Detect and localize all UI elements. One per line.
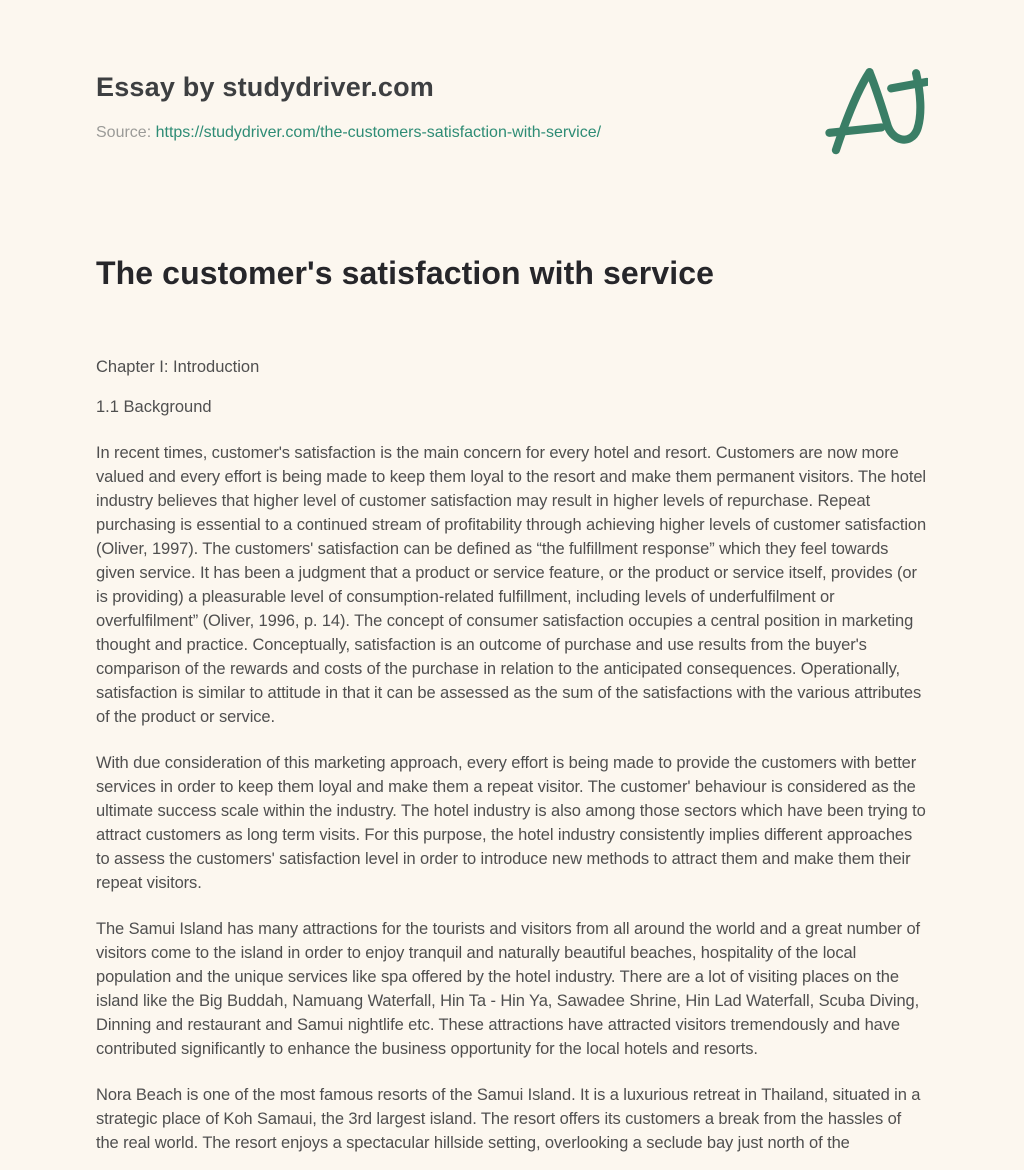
site-title: Essay by studydriver.com: [96, 72, 434, 102]
essay-title: The customer's satisfaction with service: [96, 255, 715, 291]
paragraph-nora-beach: Nora Beach is one of the most famous resorts of the Samui Island. It is a luxurious retreat in Thailand, situated in a strategic place of Koh Samaui, the 3rd largest island. The resort offers its customers a break from the hassles of the real world. The resort enjoys a spectacular hillside setting, overlooking a seclude bay just north of the: [96, 1086, 921, 1152]
a-plus-logo-icon: [824, 60, 928, 158]
source-row: [96, 123, 928, 143]
source-label: Source:: [96, 124, 152, 141]
paragraph-background-1: In recent times, customer's satisfaction is the main concern for every hotel and resort. Customers are now more valued and every effort is being made to keep them loyal to the resort and make them permanent visitors. The hotel industry believes that higher level of customer satisfaction may result in higher levels of repurchase. Repeat purchasing is essential to a continued stream of profitability through achieving higher levels of customer satisfaction (Oliver, 1997). The customers' satisfaction can be defined as “the fulfillment response” which they feel towards given service. It has been a judgment that a product or service feature, or the product or service itself, provides (or is providing) a pleasurable level of consumption-related fulfillment, including levels of underfulfilment or overfulfilment” (Oliver, 1996, p. 14). The concept of consumer satisfaction occupies a central position in marketing thought and practice. Conceptually, satisfaction is an outcome of purchase and use results from the buyer's comparison of the rewards and costs of the purchase in relation to the anticipated consequences. Operationally, satisfaction is similar to attitude in that it can be assessed as the sum of the satisfactions with the various attributes of the product or service.: [96, 444, 927, 726]
section-heading: 1.1 Background: [96, 398, 212, 416]
paragraph-samui-island: The Samui Island has many attractions for the tourists and visitors from all around the world and a great number of visitors come to the island in order to enjoy tranquil and naturally beautiful beaches, hospitality of the local population and the unique services like spa offered by the hotel industry. There are a lot of visiting places on the island like the Big Buddah, Namuang Waterfall, Hin Ta - Hin Ya, Sawadee Shrine, Hin Lad Waterfall, Scuba Diving, Dinning and restaurant and Samui nightlife etc. These attractions have attracted visitors tremendously and have contributed significantly to enhance the business opportunity for the local hotels and resorts.: [96, 920, 920, 1058]
chapter-heading: Chapter I: Introduction: [96, 358, 260, 376]
paragraph-background-2: With due consideration of this marketing approach, every effort is being made to provide the customers with better services in order to keep them loyal and make them a repeat visitor. The customer' behaviour is considered as the ultimate success scale within the industry. The hotel industry is also among those sectors which have been trying to attract customers as long term visits. For this purpose, the hotel industry consistently implies different approaches to assess the customers' satisfaction level in order to introduce new methods to attract them and make them their repeat visitors.: [96, 754, 926, 892]
source-link[interactable]: https://studydriver.com/the-customers-satisfaction-with-service/: [155, 124, 602, 141]
